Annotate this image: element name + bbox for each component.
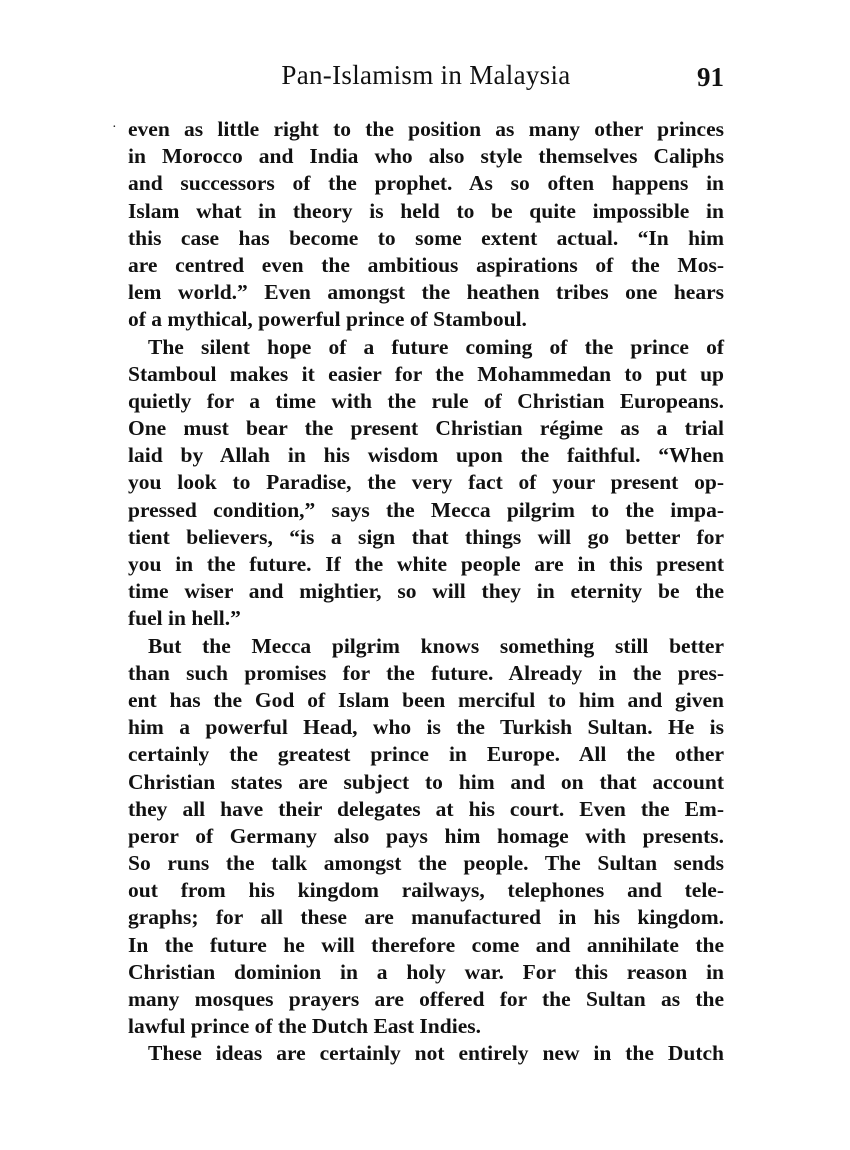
text-line: out from his kingdom railways, telephones and tele- bbox=[128, 878, 724, 903]
text-line: in Morocco and India who also style themselves Caliphs bbox=[128, 144, 724, 169]
text-line: fuel in hell.” bbox=[128, 606, 241, 631]
text-line: Christian dominion in a holy war. For this reason in bbox=[128, 959, 724, 984]
text-line: One must bear the present Christian régime as a trial bbox=[128, 416, 724, 441]
text-line: him a powerful Head, who is the Turkish Sultan. He is bbox=[128, 715, 724, 740]
running-head bbox=[128, 60, 724, 100]
text-line: lem world.” Even amongst the heathen tribes one hears bbox=[128, 280, 724, 305]
text-line: Christian states are subject to him and on that account bbox=[128, 769, 724, 794]
running-title: Pan-Islamism in Malaysia bbox=[281, 60, 571, 90]
text-line: Islam what in theory is held to be quite impossible in bbox=[128, 198, 724, 223]
text-line: time wiser and mightier, so will they in eternity be the bbox=[128, 579, 724, 604]
text-line: ent has the God of Islam been merciful to him and given bbox=[128, 687, 724, 712]
text-line: laid by Allah in his wisdom upon the faithful. “When bbox=[128, 443, 724, 468]
body-text bbox=[128, 116, 724, 1068]
paragraph-first-line: But the Mecca pilgrim knows something still better bbox=[148, 633, 724, 658]
text-line: even as little right to the position as many other princes bbox=[128, 117, 724, 141]
text-line: certainly the greatest prince in Europe. All the other bbox=[128, 742, 724, 767]
text-line: you in the future. If the white people are in this present bbox=[128, 552, 724, 576]
text-line: quietly for a time with the rule of Christian Europeans. bbox=[128, 388, 724, 413]
text-line: lawful prince of the Dutch East Indies. bbox=[128, 1014, 481, 1039]
text-line: In the future he will therefore come and annihilate the bbox=[128, 932, 724, 957]
margin-mark: · bbox=[112, 120, 117, 135]
text-line: pressed condition,” says the Mecca pilgrim to the impa- bbox=[128, 497, 724, 522]
paragraph-first-line: The silent hope of a future coming of the prince of bbox=[148, 334, 724, 359]
text-line: peror of Germany also pays him homage with presents. bbox=[128, 823, 724, 848]
text-line: graphs; for all these are manufactured in his kingdom. bbox=[128, 905, 724, 930]
text-line: Stamboul makes it easier for the Mohammedan to put up bbox=[128, 361, 724, 386]
text-line: are centred even the ambitious aspirations of the Mos- bbox=[128, 252, 724, 277]
text-line: this case has become to some extent actual. “In him bbox=[128, 225, 724, 250]
text-line: than such promises for the future. Already in the pres- bbox=[128, 660, 724, 685]
page-number: 91 bbox=[697, 62, 724, 92]
text-line: of a mythical, powerful prince of Stamboul. bbox=[128, 307, 527, 332]
paragraph-first-line: These ideas are certainly not entirely new in the Dutch bbox=[148, 1041, 724, 1066]
text-line: they all have their delegates at his court. Even the Em- bbox=[128, 796, 724, 821]
text-line: tient believers, “is a sign that things will go better for bbox=[128, 524, 724, 549]
text-line: you look to Paradise, the very fact of your present op- bbox=[128, 470, 724, 495]
text-line: So runs the talk amongst the people. The Sultan sends bbox=[128, 851, 724, 876]
text-line: many mosques prayers are offered for the Sultan as the bbox=[128, 987, 724, 1011]
text-line: and successors of the prophet. As so often happens in bbox=[128, 171, 724, 196]
